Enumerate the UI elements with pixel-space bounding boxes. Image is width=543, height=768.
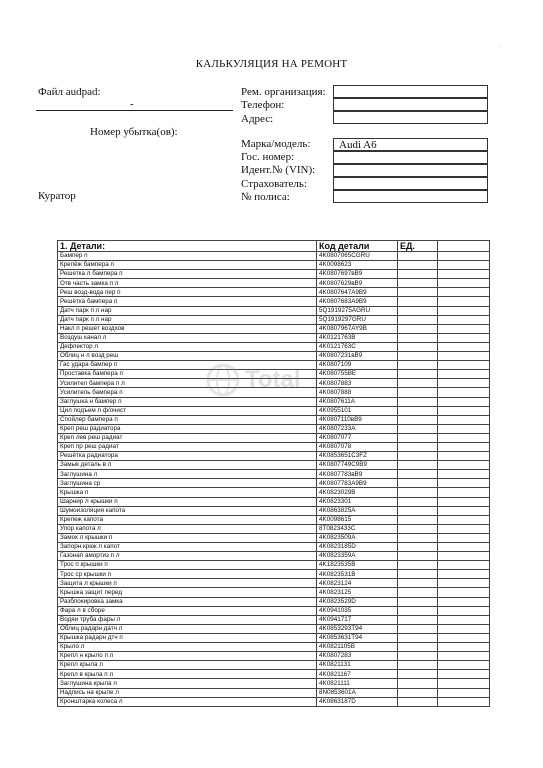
part-code-cell: 4K0853631T94	[317, 633, 398, 642]
blank-cell	[438, 333, 490, 342]
part-name-cell: Замок л крышки п	[58, 533, 317, 542]
part-name-cell: Накл п решет воздхов	[58, 324, 317, 333]
unit-cell	[398, 524, 438, 533]
policy-field[interactable]	[333, 190, 488, 203]
part-code-cell: 4K0821105B	[317, 643, 398, 652]
part-code-cell: 4K1823535B	[317, 561, 398, 570]
make-model-label: Марка/модель:	[241, 138, 311, 150]
part-code-cell: 4K0941717	[317, 615, 398, 624]
blank-cell	[438, 252, 490, 261]
part-name-cell: Креп пр реш радиат	[58, 442, 317, 451]
table-row	[58, 324, 490, 333]
part-name-cell: Цил подъем л ф/очист	[58, 406, 317, 415]
unit-cell	[398, 597, 438, 606]
unit-cell	[398, 406, 438, 415]
table-row	[58, 552, 490, 561]
unit-cell	[398, 652, 438, 661]
parts-table	[57, 240, 490, 707]
watermark	[205, 360, 335, 400]
policy-label: № полиса:	[241, 191, 290, 203]
part-name-cell: Замык деталь в л	[58, 461, 317, 470]
blank-cell	[438, 552, 490, 561]
table-row	[58, 488, 490, 497]
part-code-cell: 4K0823124	[317, 579, 398, 588]
loss-number-label: Номер убытка(ов):	[90, 126, 178, 138]
table-row	[58, 261, 490, 270]
unit-cell	[398, 361, 438, 370]
part-name-cell: Надпись на крыле л	[58, 688, 317, 697]
table-row	[58, 288, 490, 297]
part-name-cell: Шарнир л крышки п	[58, 497, 317, 506]
unit-cell	[398, 670, 438, 679]
part-name-cell: Крепл крыла л	[58, 661, 317, 670]
part-name-cell: Газонап амортиз п л	[58, 552, 317, 561]
table-row	[58, 533, 490, 542]
table-row	[58, 661, 490, 670]
blank-cell	[438, 261, 490, 270]
blank-cell	[438, 624, 490, 633]
part-code-cell: 4K0121763C	[317, 342, 398, 351]
unit-cell	[398, 497, 438, 506]
part-code-cell: 5Q1919275AGRU	[317, 306, 398, 315]
part-code-cell: 4K0807077	[317, 433, 398, 442]
table-row	[58, 470, 490, 479]
part-name-cell: Фара л в сборе	[58, 606, 317, 615]
unit-cell	[398, 506, 438, 515]
part-name-cell: Крышка защит перед	[58, 588, 317, 597]
blank-cell	[438, 397, 490, 406]
part-code-cell: 4K0807611A	[317, 397, 398, 406]
unit-cell	[398, 488, 438, 497]
part-code-cell: 4K0823125	[317, 588, 398, 597]
blank-cell	[438, 506, 490, 515]
unit-cell	[398, 279, 438, 288]
unit-cell	[398, 397, 438, 406]
blank-cell	[438, 688, 490, 697]
table-row	[58, 515, 490, 524]
part-code-cell: 4K0807783вB9	[317, 470, 398, 479]
part-name-cell: Реш возд-вода пер п	[58, 288, 317, 297]
table-row	[58, 579, 490, 588]
blank-cell	[438, 361, 490, 370]
part-code-cell: 4K0823509A	[317, 533, 398, 542]
blank-cell	[438, 279, 490, 288]
blank-cell	[438, 452, 490, 461]
page-title: КАЛЬКУЛЯЦИЯ НА РЕМОНТ	[195, 58, 348, 70]
part-code-cell: 4K0821131	[317, 661, 398, 670]
part-name-cell: Водяи труба фары л	[58, 615, 317, 624]
unit-cell	[398, 688, 438, 697]
blank-cell	[438, 579, 490, 588]
table-row	[58, 606, 490, 615]
blank-cell	[438, 515, 490, 524]
part-name-cell: Заглушина крыла л	[58, 679, 317, 688]
part-code-cell: 4K0863825A	[317, 506, 398, 515]
part-name-cell: Запорн крюк л капот	[58, 543, 317, 552]
file-underline	[36, 110, 233, 111]
part-code-cell: 4K0823529D	[317, 597, 398, 606]
table-row	[58, 588, 490, 597]
part-name-cell: Упор капота л	[58, 524, 317, 533]
blank-cell	[438, 370, 490, 379]
unit-cell	[398, 543, 438, 552]
unit-cell	[398, 270, 438, 279]
part-code-cell: 4K0807078	[317, 442, 398, 451]
unit-cell	[398, 615, 438, 624]
unit-cell	[398, 606, 438, 615]
table-row	[58, 652, 490, 661]
blank-cell	[438, 470, 490, 479]
blank-cell	[438, 442, 490, 451]
file-value: -	[130, 98, 134, 110]
address-field[interactable]	[333, 111, 488, 124]
header-unit: ЕД.	[398, 241, 438, 252]
part-code-cell: 8N0853601A	[317, 688, 398, 697]
blank-cell	[438, 588, 490, 597]
part-name-cell: Заглушина л	[58, 470, 317, 479]
blank-cell	[438, 461, 490, 470]
table-row	[58, 306, 490, 315]
part-name-cell: Шумоизоляция капота	[58, 506, 317, 515]
part-code-cell: 4K0941035	[317, 606, 398, 615]
address-label: Адрес:	[241, 113, 274, 125]
phone-label: Телефон:	[241, 99, 285, 111]
table-row	[58, 561, 490, 570]
rem-org-field[interactable]	[333, 85, 488, 98]
part-code-cell: 8T0823433C	[317, 524, 398, 533]
part-code-cell: 4K0121763B	[317, 333, 398, 342]
part-name-cell: Решётка бампера п	[58, 297, 317, 306]
part-name-cell: Проставка бампера п	[58, 370, 317, 379]
part-name-cell: Усилитель бампера п	[58, 388, 317, 397]
curator-label: Куратор	[38, 190, 76, 202]
part-name-cell: Кронштарка колеса л	[58, 697, 317, 706]
unit-cell	[398, 552, 438, 561]
unit-cell	[398, 324, 438, 333]
part-name-cell: Решетка л бампера п	[58, 270, 317, 279]
part-code-cell: 5Q1919297GRU	[317, 315, 398, 324]
table-row	[58, 570, 490, 579]
unit-cell	[398, 433, 438, 442]
vin-label: Идент.№ (VIN):	[241, 164, 316, 176]
blank-cell	[438, 570, 490, 579]
unit-cell	[398, 452, 438, 461]
table-row	[58, 670, 490, 679]
table-row	[58, 452, 490, 461]
blank-cell	[438, 342, 490, 351]
part-name-cell: Заглушка н бампер п	[58, 397, 317, 406]
table-row	[58, 643, 490, 652]
part-code-cell: 4K0823301	[317, 497, 398, 506]
table-row	[58, 624, 490, 633]
unit-cell	[398, 352, 438, 361]
blank-cell	[438, 479, 490, 488]
table-row	[58, 252, 490, 261]
part-code-cell: 4K0098615	[317, 515, 398, 524]
part-code-cell: 4K0821167	[317, 670, 398, 679]
unit-cell	[398, 624, 438, 633]
part-name-cell: Гас удара бампер п	[58, 361, 317, 370]
part-code-cell: 4K0807629вB9	[317, 279, 398, 288]
unit-cell	[398, 342, 438, 351]
part-code-cell: 4K0863187D	[317, 697, 398, 706]
part-code-cell: 4K0821111	[317, 679, 398, 688]
blank-cell	[438, 406, 490, 415]
part-code-cell: 4K0807647A9B9	[317, 288, 398, 297]
part-name-cell: Облиц радарн датч л	[58, 624, 317, 633]
header-part-code: Код детали	[317, 241, 398, 252]
table-row	[58, 342, 490, 351]
part-code-cell: 4K0807231вB9	[317, 352, 398, 361]
part-code-cell: 4K0955101	[317, 406, 398, 415]
part-code-cell: 4K0807883	[317, 379, 398, 388]
unit-cell	[398, 533, 438, 542]
table-row	[58, 424, 490, 433]
table-row	[58, 615, 490, 624]
blank-cell	[438, 297, 490, 306]
part-name-cell: Спойлер бампера п	[58, 415, 317, 424]
unit-cell	[398, 515, 438, 524]
unit-cell	[398, 588, 438, 597]
table-row	[58, 543, 490, 552]
part-name-cell: Заглушина ср	[58, 479, 317, 488]
unit-cell	[398, 579, 438, 588]
blank-cell	[438, 652, 490, 661]
unit-cell	[398, 252, 438, 261]
blank-cell	[438, 597, 490, 606]
table-row	[58, 315, 490, 324]
blank-cell	[438, 433, 490, 442]
file-label: Файл audpad:	[38, 86, 101, 98]
blank-cell	[438, 679, 490, 688]
unit-cell	[398, 306, 438, 315]
part-code-cell: 4K0807109	[317, 361, 398, 370]
part-name-cell: Воздуш канал л	[58, 333, 317, 342]
table-row	[58, 333, 490, 342]
blank-cell	[438, 270, 490, 279]
unit-cell	[398, 461, 438, 470]
unit-cell	[398, 315, 438, 324]
unit-cell	[398, 442, 438, 451]
table-row	[58, 279, 490, 288]
blank-cell	[438, 561, 490, 570]
blank-cell	[438, 488, 490, 497]
unit-cell	[398, 388, 438, 397]
blank-cell	[438, 533, 490, 542]
blank-cell	[438, 324, 490, 333]
rem-org-label: Рем. организация:	[241, 86, 326, 98]
part-name-cell: Защита л крышки п	[58, 579, 317, 588]
blank-cell	[438, 606, 490, 615]
part-code-cell: 4K0807749C9B9	[317, 461, 398, 470]
unit-cell	[398, 561, 438, 570]
gov-number-field[interactable]	[333, 151, 488, 164]
unit-cell	[398, 697, 438, 706]
part-code-cell: 4K0853651C3FZ	[317, 452, 398, 461]
blank-cell	[438, 633, 490, 642]
gov-number-label: Гос. номер:	[241, 151, 295, 163]
unit-cell	[398, 415, 438, 424]
part-code-cell: 4K0807683A9B9	[317, 297, 398, 306]
table-row	[58, 297, 490, 306]
unit-cell	[398, 424, 438, 433]
table-row	[58, 688, 490, 697]
part-code-cell: 4K0823359A	[317, 552, 398, 561]
table-row	[58, 679, 490, 688]
table-row	[58, 597, 490, 606]
blank-cell	[438, 497, 490, 506]
blank-cell	[438, 288, 490, 297]
unit-cell	[398, 470, 438, 479]
part-code-cell: 4K0807065CGRU	[317, 252, 398, 261]
unit-cell	[398, 570, 438, 579]
blank-cell	[438, 524, 490, 533]
blank-cell	[438, 415, 490, 424]
header-blank	[438, 241, 490, 252]
table-row	[58, 442, 490, 451]
part-name-cell: Крышка п	[58, 488, 317, 497]
phone-field[interactable]	[333, 98, 488, 111]
table-row	[58, 497, 490, 506]
part-code-cell: 4K0853293T94	[317, 624, 398, 633]
insurer-label: Страхователь:	[241, 178, 307, 190]
part-code-cell: 4K0823029B	[317, 488, 398, 497]
part-code-cell: 4K080755BE	[317, 370, 398, 379]
unit-cell	[398, 288, 438, 297]
part-code-cell: 4K0807888	[317, 388, 398, 397]
unit-cell	[398, 297, 438, 306]
unit-cell	[398, 679, 438, 688]
part-name-cell: Облиц н л возд реш	[58, 352, 317, 361]
part-name-cell: Трос ср крышки п	[58, 570, 317, 579]
table-row	[58, 461, 490, 470]
unit-cell	[398, 333, 438, 342]
part-name-cell: Бампер п	[58, 252, 317, 261]
part-name-cell: Креп лев реш радиат	[58, 433, 317, 442]
unit-cell	[398, 479, 438, 488]
part-name-cell: Креп реш радиатора	[58, 424, 317, 433]
part-code-cell: 4K0807697вB9	[317, 270, 398, 279]
insurer-field[interactable]	[333, 177, 488, 190]
table-row	[58, 506, 490, 515]
vin-field[interactable]	[333, 164, 488, 177]
blank-cell	[438, 697, 490, 706]
part-code-cell: 4K0807283	[317, 652, 398, 661]
part-name-cell: Крепл в крыла п л	[58, 670, 317, 679]
part-code-cell: 4K0807110вB9	[317, 415, 398, 424]
unit-cell	[398, 379, 438, 388]
watermark-text: Total	[245, 366, 301, 393]
part-name-cell: Разблокировка замка	[58, 597, 317, 606]
part-name-cell: Крепёж бампера п	[58, 261, 317, 270]
make-model-field[interactable]: Audi A6	[333, 138, 488, 151]
blank-cell	[438, 661, 490, 670]
blank-cell	[438, 388, 490, 397]
table-row	[58, 406, 490, 415]
corner-mark: ·	[498, 44, 500, 50]
part-code-cell: 4K0098623	[317, 261, 398, 270]
blank-cell	[438, 352, 490, 361]
part-code-cell: 4K0807783A9B9	[317, 479, 398, 488]
unit-cell	[398, 633, 438, 642]
part-name-cell: Решётка радиатора	[58, 452, 317, 461]
table-row	[58, 633, 490, 642]
part-name-cell: Крышка радарн дтч п	[58, 633, 317, 642]
unit-cell	[398, 661, 438, 670]
blank-cell	[438, 379, 490, 388]
blank-cell	[438, 615, 490, 624]
blank-cell	[438, 315, 490, 324]
header-parts: 1. Детали:	[58, 241, 317, 252]
table-row	[58, 479, 490, 488]
part-code-cell: 4K0807967AY9B	[317, 324, 398, 333]
blank-cell	[438, 670, 490, 679]
table-row	[58, 270, 490, 279]
part-code-cell: 4K0823531B	[317, 570, 398, 579]
part-name-cell: Датч парк п л нар	[58, 315, 317, 324]
table-row	[58, 697, 490, 706]
table-header-row	[58, 241, 490, 252]
part-name-cell: Крыло л	[58, 643, 317, 652]
unit-cell	[398, 370, 438, 379]
unit-cell	[398, 643, 438, 652]
blank-cell	[438, 543, 490, 552]
table-row	[58, 433, 490, 442]
blank-cell	[438, 306, 490, 315]
part-name-cell: Трос п крышки п	[58, 561, 317, 570]
part-name-cell: Дефлектор л	[58, 342, 317, 351]
table-row	[58, 524, 490, 533]
blank-cell	[438, 424, 490, 433]
blank-cell	[438, 643, 490, 652]
part-code-cell: 4K0807233A	[317, 424, 398, 433]
part-code-cell: 4K0823185D	[317, 543, 398, 552]
part-name-cell: Усилител бампера п л	[58, 379, 317, 388]
part-name-cell: Крепеж капота	[58, 515, 317, 524]
part-name-cell: Датч парк п л нар	[58, 306, 317, 315]
unit-cell	[398, 261, 438, 270]
part-name-cell: Крепл н крыло п л	[58, 652, 317, 661]
part-name-cell: Отв часть замка п л	[58, 279, 317, 288]
table-row	[58, 415, 490, 424]
